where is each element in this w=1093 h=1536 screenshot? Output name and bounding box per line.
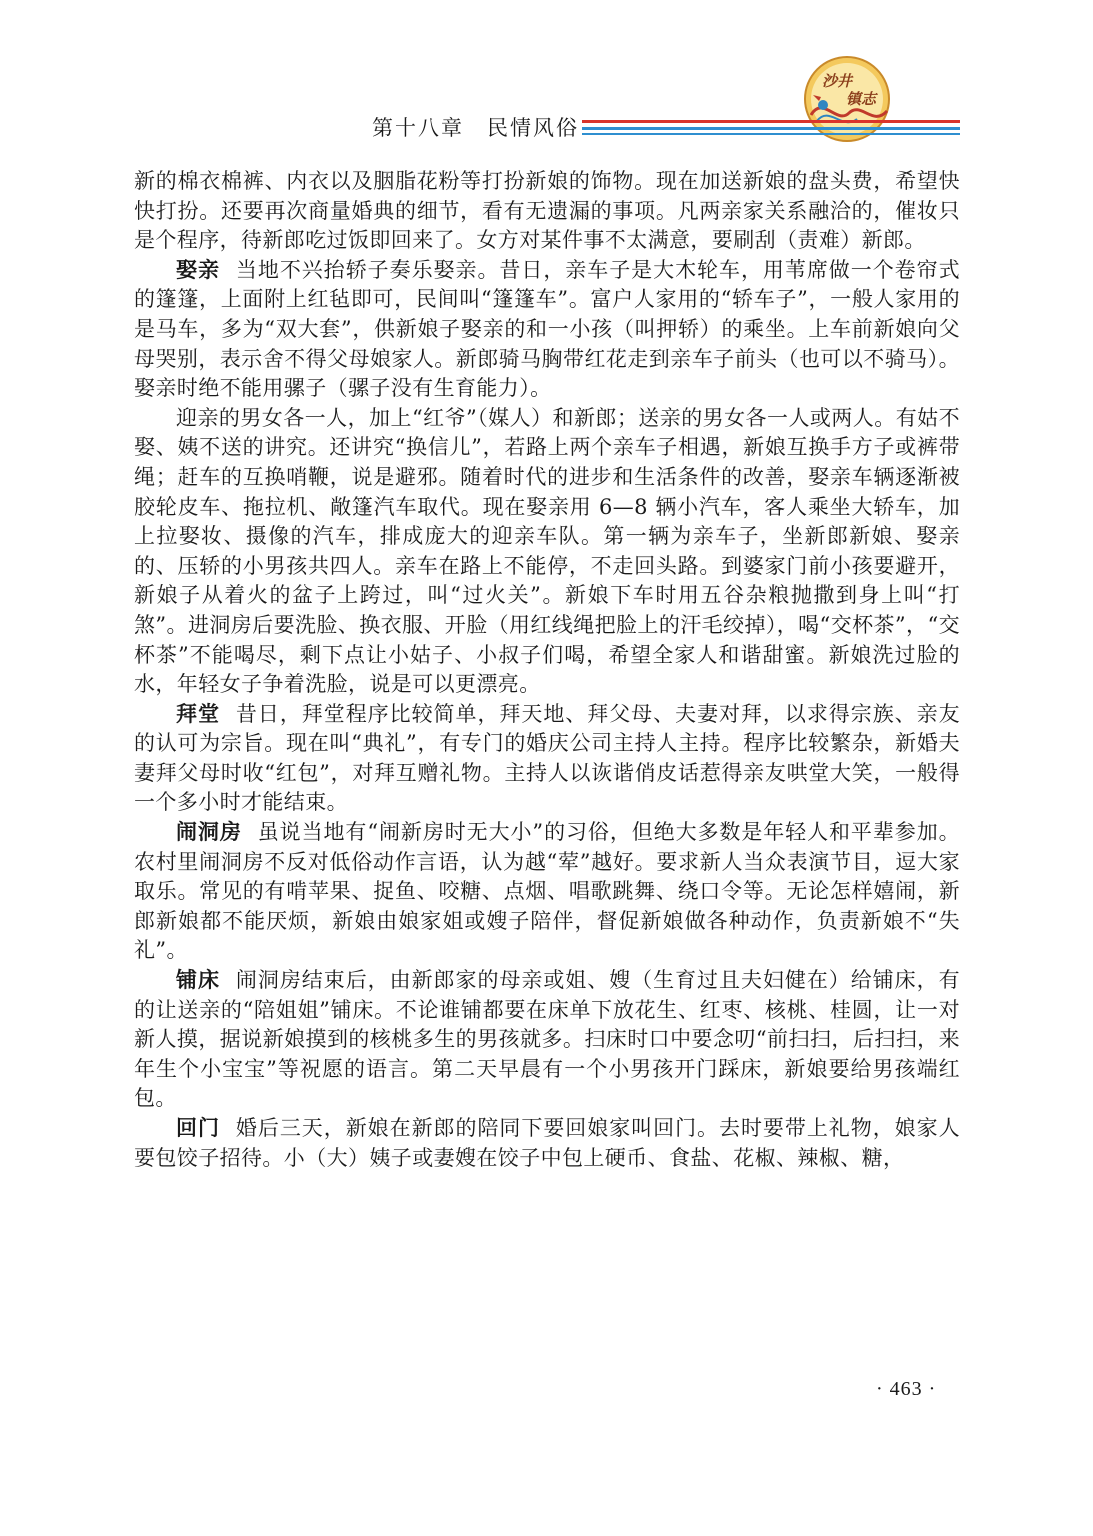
seal-text-line1: 沙井	[822, 72, 853, 90]
seal-text-line2: 镇志	[846, 90, 877, 108]
header-rule-red	[582, 120, 960, 123]
paragraph-text: 迎亲的男女各一人，加上“红爷”（媒人）和新郎；送亲的男女各一人或两人。有姑不娶、姨不送的讲究。还讲究“换信儿”，若路上两个亲车子相遇，新娘互换手方子或裤带绳；赶车的互换哨鞭，说是避邪。随着时代的进步和生活条件的改善，娶亲车辆逐渐被胶轮皮车、拖拉机、敞篷汽车取代。现在娶亲用 6—8 辆小汽车，客人乘坐大轿车，加上拉娶妆、摄像的汽车，排成庞大的迎亲车队。第一辆为亲车子，坐新郎新娘、娶亲的、压轿的小男孩共四人。亲车在路上不能停，不走回头路。到婆家门前小孩要避开，新娘子从着火的盆子上跨过，叫“过火关”。新娘下车时用五谷杂粮抛撒到身上叫“打煞”。进洞房后要洗脸、换衣服、开脸（用红线绳把脸上的汗毛绞掉），喝“交杯茶”，“交杯茶”不能喝尽，剩下点让小姑子、小叔子们喝，希望全家人和谐甜蜜。新娘洗过脸的水，年轻女子争着洗脸，说是可以更漂亮。	[134, 405, 960, 697]
paragraph-text: 当地不兴抬轿子奏乐娶亲。昔日，亲车子是大木轮车，用苇席做一个卷帘式的篷篷，上面附上红毡即可，民间叫“篷篷车”。富户人家用的“轿车子”，一般人家用的是马车，多为“双大套”，供新娘子娶亲的和一小孩（叫押轿）的乘坐。上车前新娘向父母哭别，表示舍不得父母娘家人。新郎骑马胸带红花走到亲车子前头（也可以不骑马）。娶亲时绝不能用骡子（骡子没有生育能力）。	[134, 257, 960, 401]
paragraph-text: 虽说当地有“闹新房时无大小”的习俗，但绝大多数是年轻人和平辈参加。农村里闹洞房不反对低俗动作言语，认为越“荤”越好。要求新人当众表演节目，逗大家取乐。常见的有啃苹果、捉鱼、咬糖、点烟、唱歌跳舞、绕口令等。无论怎样嬉闹，新郎新娘都不能厌烦，新娘由娘家姐或嫂子陪伴，督促新娘做各种动作，负责新娘不“失礼”。	[134, 820, 961, 963]
header-rule-blue-thin	[582, 133, 960, 135]
paragraph	[134, 1114, 960, 1173]
paragraph	[134, 404, 960, 700]
paragraph-text: 闹洞房结束后，由新郎家的母亲或姐、嫂（生育过且夫妇健在）给铺床，有的让送亲的“陪姐姐”铺床。不论谁铺都要在床单下放花生、红枣、核桃、桂圆，让一对新人摸，据说新娘摸到的核桃多生的男孩就多。扫床时口中要念叨“前扫扫，后扫扫，来年生个小宝宝”等祝愿的语言。第二天早晨有一个小男孩开门踩床，新娘要给男孩端红包。	[134, 968, 960, 1111]
section-term: 娶亲	[176, 257, 220, 282]
page-number: · 463 ·	[876, 1378, 937, 1400]
section-term: 回门	[176, 1116, 220, 1140]
section-term: 闹洞房	[176, 820, 242, 845]
paragraph-text: 昔日，拜堂程序比较简单，拜天地、拜父母、夫妻对拜，以求得宗族、亲友的认可为宗旨。现在叫“典礼”，有专门的婚庆公司主持人主持。程序比较繁杂，新婚夫妻拜父母时收“红包”，对拜互赠礼物。主持人以诙谐俏皮话惹得亲友哄堂大笑，一般得一个多小时才能结束。	[134, 701, 960, 815]
paragraph-text: 新的棉衣棉裤、内衣以及胭脂花粉等打扮新娘的饰物。现在加送新娘的盘头费，希望快快打扮。还要再次商量婚典的细节，看有无遗漏的事项。凡两亲家关系融洽的，催妆只是个程序，待新郎吃过饭即回来了。女方对某件事不太满意，要刷刮（责难）新郎。	[134, 169, 960, 253]
paragraph	[134, 700, 960, 818]
page-body	[134, 167, 960, 1173]
paragraph	[134, 966, 960, 1114]
page-header	[0, 0, 1093, 150]
section-term: 铺床	[176, 968, 220, 993]
paragraph	[134, 818, 960, 966]
paragraph	[134, 256, 960, 404]
chapter-title: 第十八章 民情风俗	[372, 116, 579, 140]
header-rule-blue	[582, 127, 960, 130]
paragraph-text: 婚后三天，新娘在新郎的陪同下要回娘家叫回门。去时要带上礼物，娘家人要包饺子招待。小（大）姨子或妻嫂在饺子中包上硬币、食盐、花椒、辣椒、糖，	[134, 1116, 960, 1170]
paragraph	[134, 167, 960, 256]
section-term: 拜堂	[176, 701, 220, 726]
